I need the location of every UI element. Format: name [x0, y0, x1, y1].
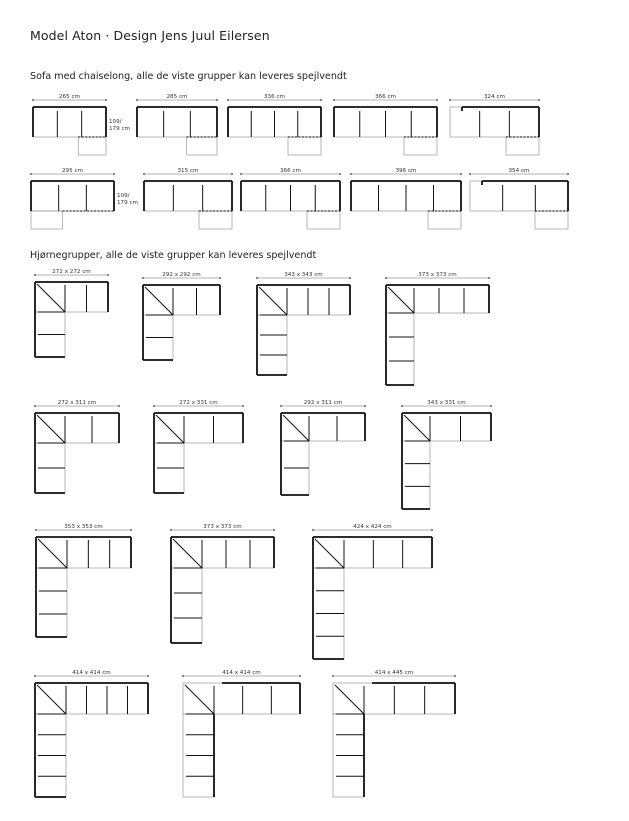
- corner-size-label: 414 x 414 cm: [72, 669, 111, 676]
- chaise-sofa-5: [449, 94, 540, 155]
- corner-group-2: [142, 272, 221, 360]
- corner-size-label: 272 x 272 cm: [52, 268, 91, 275]
- chaise-sofa-8: [240, 168, 341, 229]
- section-heading-corner: Hjørnegrupper, alle de viste grupper kan leveres spejlvendt: [30, 250, 317, 261]
- corner-group-11: [312, 524, 433, 659]
- chaise-width-label: 354 cm: [508, 167, 530, 174]
- corner-size-label: 272 x 331 cm: [179, 399, 218, 406]
- page-title: Model Aton · Design Jens Juul Eilersen: [30, 28, 270, 43]
- chaise-depth-label: 179 cm: [117, 200, 138, 206]
- chaise-width-label: 285 cm: [166, 93, 188, 100]
- corner-size-label: 373 x 373 cm: [418, 271, 457, 278]
- chaise-width-label: 265 cm: [59, 93, 80, 100]
- corner-group-12: [34, 670, 149, 797]
- corner-group-13: [182, 670, 301, 797]
- chaise-width-label: 295 cm: [62, 167, 83, 174]
- chaise-width-label: 366 cm: [280, 167, 301, 174]
- chaise-sofa-7: [143, 168, 233, 229]
- corner-group-4: [385, 272, 490, 385]
- corner-group-3: [256, 272, 351, 375]
- corner-size-label: 272 x 311 cm: [57, 399, 97, 406]
- chaise-sofa-10: [469, 168, 569, 229]
- chaise-width-label: 396 cm: [395, 167, 417, 174]
- section-heading-chaise: Sofa med chaiselong, alle de viste grupper kan leveres spejlvendt: [30, 71, 347, 82]
- corner-size-label: 343 x 331 cm: [427, 399, 466, 406]
- chaise-width-label: 324 cm: [484, 93, 505, 100]
- chaise-width-label: 315 cm: [177, 167, 199, 174]
- chaise-sofa-4: [333, 94, 438, 155]
- corner-size-label: 343 x 343 cm: [284, 271, 323, 278]
- chaise-sofa-2: [136, 94, 218, 155]
- corner-group-14: [332, 670, 456, 797]
- corner-group-6: [153, 400, 244, 493]
- chaise-sofa-6: [30, 168, 138, 229]
- corner-size-label: 292 x 292 cm: [162, 271, 201, 278]
- corner-group-8: [401, 400, 492, 509]
- chaise-sofa-9: [350, 168, 462, 229]
- corner-size-label: 414 x 414 cm: [222, 669, 261, 676]
- chaise-sofa-3: [227, 94, 322, 155]
- chaise-depth-label: 109/: [117, 193, 130, 199]
- chaise-sofa-1: [32, 94, 130, 155]
- corner-group-9: [35, 524, 132, 637]
- corner-group-5: [34, 400, 120, 493]
- chaise-depth-label: 109/: [109, 119, 122, 125]
- chaise-width-label: 366 cm: [375, 93, 396, 100]
- corner-size-label: 353 x 353 cm: [64, 523, 103, 530]
- corner-group-7: [280, 400, 366, 495]
- corner-size-label: 292 x 311 cm: [303, 399, 343, 406]
- corner-group-1: [34, 269, 109, 357]
- corner-group-10: [170, 524, 275, 643]
- chaise-depth-label: 179 cm: [109, 126, 130, 132]
- chaise-width-label: 336 cm: [264, 93, 285, 100]
- corner-size-label: 373 x 373 cm: [203, 523, 242, 530]
- corner-size-label: 424 x 424 cm: [353, 523, 392, 530]
- corner-size-label: 414 x 445 cm: [374, 669, 414, 676]
